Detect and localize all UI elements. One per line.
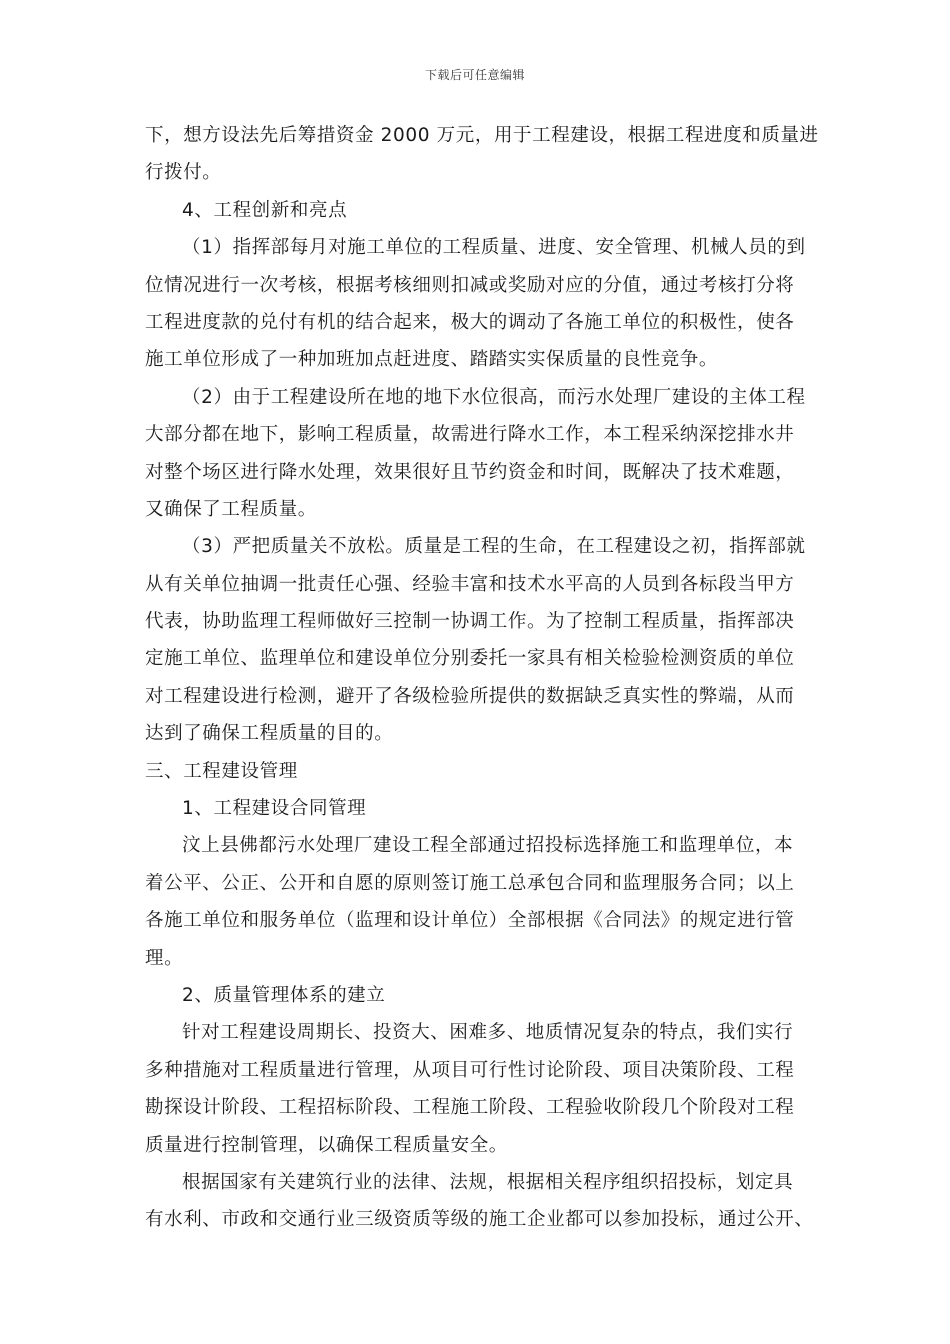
text-line: 针对工程建设周期长、投资大、困难多、地质情况复杂的特点，我们实行 [182,1022,794,1044]
text-line: 1、工程建设合同管理 [182,798,367,820]
text-line: 从有关单位抽调一批责任心强、经验丰富和技术水平高的人员到各标段当甲方 [145,573,795,595]
text-line: 根据国家有关建筑行业的法律、法规，根据相关程序组织招投标，划定具 [182,1171,794,1193]
text-line: 对整个场区进行降水处理，效果很好且节约资金和时间，既解决了技术难题， [145,461,795,483]
text-line: 勘探设计阶段、工程招标阶段、工程施工阶段、工程验收阶段几个阶段对工程 [145,1097,795,1119]
text-line: 位情况进行一次考核，根据考核细则扣减或奖励对应的分值，通过考核打分将 [145,274,795,296]
text-line: 行拨付。 [145,162,222,184]
text-line: （3）严把质量关不放松。质量是工程的生命，在工程建设之初，指挥部就 [182,536,806,558]
text-line: 对工程建设进行检测，避开了各级检验所提供的数据缺乏真实性的弊端，从而 [145,685,795,707]
text-line: （1）指挥部每月对施工单位的工程质量、进度、安全管理、机械人员的到 [182,237,806,259]
text-line: 代表，协助监理工程师做好三控制一协调工作。为了控制工程质量，指挥部决 [145,611,795,633]
text-line: 2、质量管理体系的建立 [182,984,386,1006]
text-line: 施工单位形成了一种加班加点赶进度、踏踏实实保质量的良性竞争。 [145,349,719,371]
text-line: 达到了确保工程质量的目的。 [145,723,394,745]
text-line: 三、工程建设管理 [145,760,298,782]
header-note: 下载后可任意编辑 [424,68,525,82]
text-line: 大部分都在地下，影响工程质量，故需进行降水工作，本工程采纳深挖排水井 [145,424,795,446]
text-line: 汶上县佛都污水处理厂建设工程全部通过招投标选择施工和监理单位，本 [182,835,794,857]
text-line: 有水利、市政和交通行业三级资质等级的施工企业都可以参加投标，通过公开、 [145,1209,814,1231]
text-line: 着公平、公正、公开和自愿的原则签订施工总承包合同和监理服务合同；以上 [145,872,795,894]
text-line: 定施工单位、监理单位和建设单位分别委托一家具有相关检验检测资质的单位 [145,648,795,670]
text-line: （2）由于工程建设所在地的地下水位很高，而污水处理厂建设的主体工程 [182,386,806,408]
text-line: 各施工单位和服务单位（监理和设计单位）全部根据《合同法》的规定进行管 [145,910,795,932]
text-line: 下，想方设法先后筹措资金 2000 万元，用于工程建设，根据工程进度和质量进 [145,125,819,146]
text-line: 4、工程创新和亮点 [182,199,348,221]
text-line: 质量进行控制管理，以确保工程质量安全。 [145,1134,508,1156]
text-line: 理。 [145,947,184,969]
text-line: 多种措施对工程质量进行管理，从项目可行性讨论阶段、项目决策阶段、工程 [145,1059,795,1081]
text-line: 工程进度款的兑付有机的结合起来，极大的调动了各施工单位的积极性，使各 [145,311,795,333]
text-line: 又确保了工程质量。 [145,498,317,520]
document-body [145,117,825,1239]
